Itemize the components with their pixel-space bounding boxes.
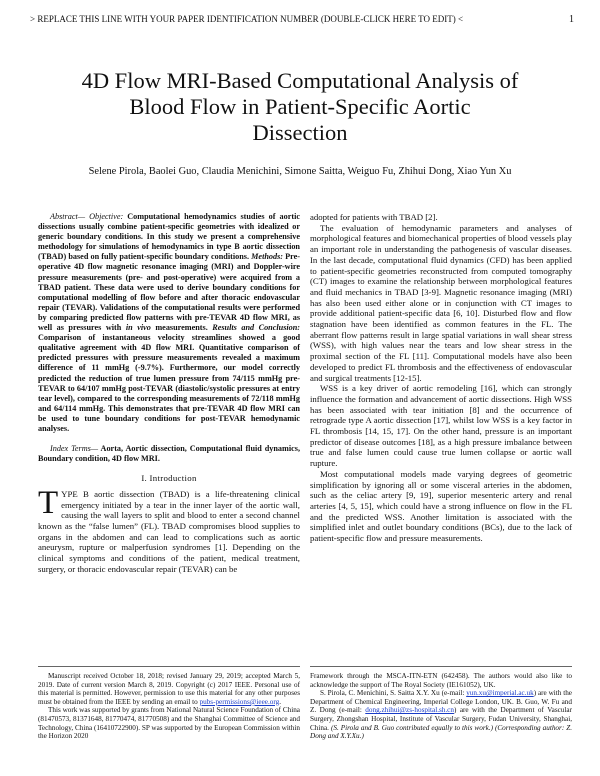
dong-email-link[interactable]: dong.zhihui@zs-hospital.sh.cn (365, 706, 454, 715)
index-terms-lead: Index Terms— (50, 444, 99, 454)
right-paragraph-1: The evaluation of hemodynamic parameters and analyses of morphological features and biomechanical properties of blood vessels play an important role in understanding the pathogenesis of vascular diseases. In the last decade, computational fluid dynamics (CFD) has been applied to patient-specific geometries reconstructed from computed tomography (CT) images to examine the relationship between morphological features and fluid mechanics in TBAD [3-9]. Magnetic resonance imaging (MRI) has also been used either alone or in conjunction with CT images to provide additional patient-specific data [6, 10]. Disturbed flow and flow stagnation have been identified as common features in the FL. The aberrant flow patterns result in large spatial variations in wall shear stress (WSS), with high values near the tears and low shear stress in the proximal section of the FL [11]. Computational models have also been developed to predict FL thrombosis and the effectiveness of endovascular and surgical treatments [12-15]. (310, 222, 572, 383)
introduction-body (38, 484, 300, 575)
author-list: Selene Pirola, Baolei Guo, Claudia Menichini, Simone Saitta, Weiguo Fu, Zhihui Dong, Xiao Yun Xu (88, 166, 512, 177)
footnote-rule-right (310, 666, 572, 667)
right-paragraph-0: adopted for patients with TBAD [2]. (310, 212, 438, 222)
title-line-1: 4D Flow MRI-Based Computational Analysis of (81, 68, 519, 93)
footnote-left (38, 672, 300, 741)
footnote-affiliation-b: ) are with the Department of Chemical Engineering, Imperial College London, UK. B. Guo, W. Fu and Z. Dong (e-mail: (310, 689, 572, 715)
footnote-funding: This work was supported by grants from National Natural Science Foundation of China (81470573, 81371648, 81770474, 81770508) and the Shanghai Committee of Science and Technology, China (16410722900). SP was supported by the European Commission within the Horizon 2020 (38, 706, 300, 741)
abstract-lead: Abstract— Objective: (50, 212, 124, 221)
footnote-framework: Framework through the MSCA-ITN-ETN (642458). The authors would also like to acknowledge the support of The Royal Society (IE161052), UK. (310, 672, 572, 689)
abstract-objective: Computational hemodynamics studies of aortic dissections usually combine patient-specific geometries with idealized or generic boundary conditions. In this study we present a comprehensive methodology for simulations of hemodynamics in type B aortic dissection (TBAD) based on fully patient-specific boundary conditions. (38, 212, 300, 262)
drop-cap: T (38, 484, 59, 521)
footnote-manuscript: Manuscript received October 18, 2018; revised January 29, 2019; accepted March 5, 2019. Date of current version March 8, 2019. Copyright (c) 2017 IEEE. Personal use of this material is permitted. However, permission to use this material for any other purposes must be obtained from the IEEE by sending an email to (38, 672, 300, 706)
right-paragraph-3: Most computational models made varying degrees of geometric simplification by ignoring all or some visceral arteries in the abdomen, such as the celiac artery [9, 19], superior mesenteric artery and renal arteries [4, 5, 15], which could have a strong influence on flow in the FL and the predicted WSS. Another limitation is associated with the simplified inlet and outlet boundary conditions (BCs), due to the lack of patient-specific flow and pressure measurements. (310, 468, 572, 544)
footnote-affiliation-c: ) are with the Department of Vascular Surgery, Zhongshan Hospital, Institute of Vascular Surgery, Fudan University, Shanghai, China. (310, 706, 572, 732)
footnote-affiliation-a: S. Pirola, C. Menichini, S. Saitta X.Y. Xu (e-mail: (320, 689, 467, 698)
footnote-rule-left (38, 666, 300, 667)
abstract-results: Comparison of instantaneous velocity streamlines showed a good qualitative agreement with 4D flow MRI. Quantitative comparison of predicted pressures with pressure measurements revealed a maximum difference of 11 mmHg (-9.7%). Furthermore, our model correctly predicted the reduction of true lumen pressure from 74/115 mmHg pre-TEVAR to 64/107 mmHg post-TEVAR (diastolic/systolic pressures at entry tear level), compared to the corresponding measurements of 72/118 mmHg and 64/114 mmHg. This demonstrates that pre-TEVAR 4D flow MRI can be used to tune boundary conditions for post-TEVAR hemodynamic analyses. (38, 333, 300, 433)
section-heading-introduction: I. Introduction (141, 473, 197, 484)
permissions-email-link[interactable]: pubs-permissions@ieee.org (199, 697, 280, 706)
abstract-in-vivo: in vivo (125, 323, 151, 333)
right-column (310, 212, 572, 544)
abstract-methods: Pre-operative 4D flow magnetic resonance imaging (MRI) and Doppler-wire pressure measurements (pre- and post-operative) were acquired from a TBAD patient. These data were used to derive boundary conditions for computational modelling of flow before and after thoracic endovascular repair (TEVAR). Validations of the computational results were performed by comparing predicted flow patterns with pre-TEVAR 4D flow MRI, as well as pressures with (38, 252, 300, 333)
title-line-3: Dissection (252, 120, 348, 145)
left-column (38, 212, 300, 575)
abstract (38, 212, 300, 434)
index-terms-text: Aorta, Aortic dissection, Computational fluid dynamics, Boundary condition, 4D flow MRI. (38, 444, 300, 464)
running-head-text: > REPLACE THIS LINE WITH YOUR PAPER IDENTIFICATION NUMBER (DOUBLE-CLICK HERE TO EDIT) < (30, 14, 464, 24)
page-number: 1 (569, 14, 574, 25)
abstract-results-label: Results and Conclusion: (212, 323, 301, 333)
footnote-manuscript-end: . (279, 697, 282, 706)
paper-title (40, 68, 560, 146)
xu-email-link[interactable]: yun.xu@imperial.ac.uk (466, 689, 534, 698)
right-column-body (310, 212, 572, 544)
index-terms (38, 444, 300, 464)
footnote-right (310, 672, 572, 741)
abstract-methods-label: Methods: (251, 252, 283, 262)
abstract-methods-tail: measurements. (150, 323, 213, 333)
intro-paragraph-1: YPE B aortic dissection (TBAD) is a life-threatening clinical emergency initiated by a tear in the inner layer of the aortic wall, causing the wall layers to split and blood to enter a second channel known as the “false lumen” (FL). TBAD compromises blood supplies to organs in the abdomen and can lead to complications such as aortic aneurysm, rupture or malperfusion syndromes [1]. Depending on the clinical symptoms and conditions of the patient, medical treatment, surgery, or thoracic endovascular repair (TEVAR) can be (38, 488, 300, 574)
title-line-2: Blood Flow in Patient-Specific Aortic (129, 94, 471, 119)
running-header (30, 14, 574, 25)
footnote-contribution: (S. Pirola and B. Guo contributed equally to this work.) (Corresponding author: Z. Dong and X.Y.Xu.) (310, 723, 573, 741)
right-paragraph-2: WSS is a key driver of aortic remodeling [16], which can strongly influence the formation and advancement of aortic dissections. High WSS has been associated with tear initiation [8] and the occurrence of retrograde type A aortic dissection [17], whilst low WSS is a key factor in FL thrombosis [14, 15, 17]. On the other hand, pressure is an important predictor of disease outcomes [18], as a high pressure imbalance between true and false lumen could cause true lumen collapse or aortic wall rupture. (310, 383, 572, 469)
